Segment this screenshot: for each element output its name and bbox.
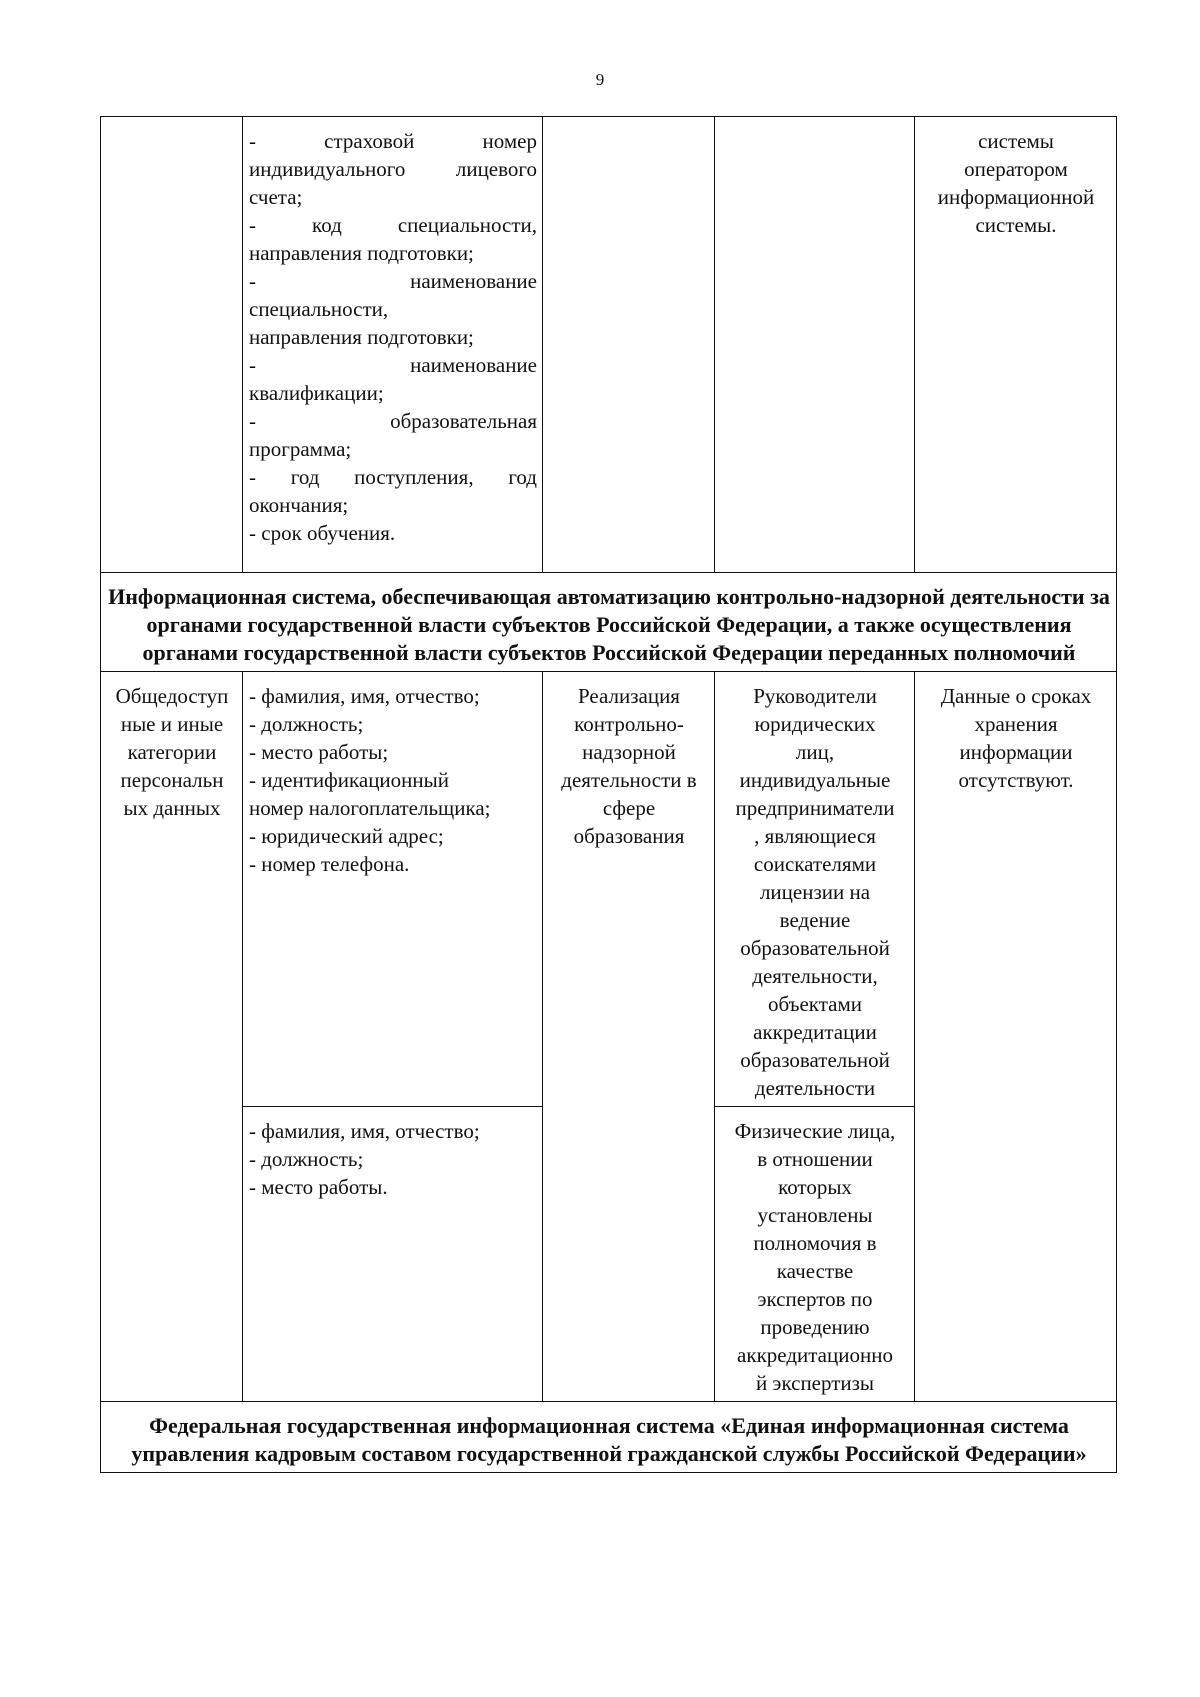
- text-line: лиц,: [795, 740, 835, 764]
- storage-text: [921, 682, 1111, 794]
- categories-cell: [101, 672, 243, 1402]
- section-title: Федеральная государственная информационная система «Единая информационная система управления кадровым составом государственной гражданской службы Российской Федерации»: [101, 1402, 1117, 1473]
- text-line: ых данных: [123, 796, 221, 820]
- text-line: информационной: [937, 185, 1095, 209]
- categories-text: [107, 682, 237, 822]
- purpose-cell: [543, 672, 715, 1402]
- text-line: квалификации;: [249, 381, 384, 405]
- page-number: 9: [595, 70, 605, 89]
- text-line: образовательной: [740, 1048, 890, 1072]
- personal-data-cell: [243, 117, 543, 573]
- text-line: - код специальности,: [249, 213, 537, 237]
- text-line: - юридический адрес;: [249, 824, 444, 848]
- text-line: предприниматели: [735, 796, 895, 820]
- text-line: - образовательная: [249, 409, 537, 433]
- section-row: [101, 573, 1117, 672]
- text-line: номер налогоплательщика;: [249, 796, 491, 820]
- text-line: полномочия в: [753, 1231, 877, 1255]
- text-line: отсутствуют.: [958, 768, 1074, 792]
- text-line: лицензии на: [759, 880, 871, 904]
- purpose-text: [549, 682, 709, 850]
- text-line: - страховой номер: [249, 129, 537, 153]
- storage-cell: [915, 117, 1117, 573]
- text-line: сфере: [602, 796, 656, 820]
- text-line: проведению: [760, 1315, 870, 1339]
- text-line: которых: [778, 1175, 852, 1199]
- table-row: [101, 672, 1117, 1107]
- text-line: надзорной: [582, 740, 676, 764]
- storage-text: [921, 127, 1111, 239]
- personal-data-list: [249, 682, 537, 878]
- text-line: в отношении: [757, 1147, 873, 1171]
- text-line: направления подготовки;: [249, 241, 474, 265]
- subjects-cell: [715, 672, 915, 1107]
- personal-data-list: [249, 1117, 537, 1201]
- text-line: Реализация: [578, 684, 680, 708]
- subjects-cell-empty: [715, 117, 915, 573]
- text-line: Физические лица,: [734, 1119, 896, 1143]
- text-line: деятельности в: [561, 768, 697, 792]
- text-line: персональн: [120, 768, 224, 792]
- text-line: образовательной: [740, 936, 890, 960]
- text-line: системы: [978, 129, 1054, 153]
- text-line: Общедоступ: [115, 684, 229, 708]
- purpose-cell-empty: [543, 117, 715, 573]
- subjects-text: [721, 1117, 909, 1397]
- subjects-cell: [715, 1107, 915, 1402]
- text-line: ведение: [779, 908, 851, 932]
- text-line: Руководители: [753, 684, 877, 708]
- personal-data-list: [249, 127, 537, 547]
- text-line: аккредитационно: [737, 1343, 893, 1367]
- text-line: - должность;: [249, 1147, 364, 1171]
- text-line: индивидуальные: [739, 768, 891, 792]
- text-line: деятельности: [754, 1076, 876, 1100]
- text-line: деятельности,: [752, 964, 878, 988]
- text-line: - год поступления, год: [249, 465, 537, 489]
- text-line: хранения: [974, 712, 1058, 736]
- section-title: Информационная система, обеспечивающая автоматизацию контрольно-надзорной деятельности за органами государственной власти субъектов Российской Федерации, а также осуществления органами государственной власти субъектов Российской Федерации переданных полномочий: [101, 573, 1117, 672]
- text-line: Данные о сроках: [940, 684, 1092, 708]
- table-row: [101, 117, 1117, 573]
- text-line: ные и иные: [120, 712, 224, 736]
- text-line: системы.: [975, 213, 1057, 237]
- text-line: окончания;: [249, 493, 349, 517]
- text-line: - должность;: [249, 712, 364, 736]
- text-line: - номер телефона.: [249, 852, 410, 876]
- text-line: образования: [573, 824, 685, 848]
- text-line: специальности,: [249, 297, 389, 321]
- text-line: - идентификационный: [249, 768, 449, 792]
- text-line: категории: [127, 740, 217, 764]
- storage-cell: [915, 672, 1117, 1402]
- text-line: направления подготовки;: [249, 325, 474, 349]
- text-line: - наименование: [249, 353, 537, 377]
- text-line: - наименование: [249, 269, 537, 293]
- text-line: соискателями: [753, 852, 877, 876]
- personal-data-cell: [243, 1107, 543, 1402]
- text-line: индивидуального лицевого: [249, 157, 537, 181]
- text-line: - фамилия, имя, отчество;: [249, 684, 480, 708]
- text-line: - место работы;: [249, 740, 389, 764]
- text-line: й экспертизы: [755, 1371, 875, 1395]
- text-line: аккредитации: [753, 1020, 877, 1044]
- categories-cell-empty: [101, 117, 243, 573]
- text-line: объектами: [767, 992, 863, 1016]
- personal-data-table: [100, 116, 1117, 1473]
- text-line: - срок обучения.: [249, 521, 396, 545]
- text-line: счета;: [249, 185, 303, 209]
- text-line: оператором: [964, 157, 1068, 181]
- text-line: программа;: [249, 437, 352, 461]
- text-line: экспертов по: [757, 1287, 873, 1311]
- text-line: юридических: [754, 712, 876, 736]
- text-line: - место работы.: [249, 1175, 388, 1199]
- text-line: - фамилия, имя, отчество;: [249, 1119, 480, 1143]
- text-line: установлены: [757, 1203, 873, 1227]
- text-line: качестве: [776, 1259, 854, 1283]
- text-line: контрольно-: [574, 712, 684, 736]
- section-row: [101, 1402, 1117, 1473]
- text-line: информации: [959, 740, 1073, 764]
- subjects-text: [721, 682, 909, 1102]
- text-line: , являющиеся: [754, 824, 876, 848]
- personal-data-cell: [243, 672, 543, 1107]
